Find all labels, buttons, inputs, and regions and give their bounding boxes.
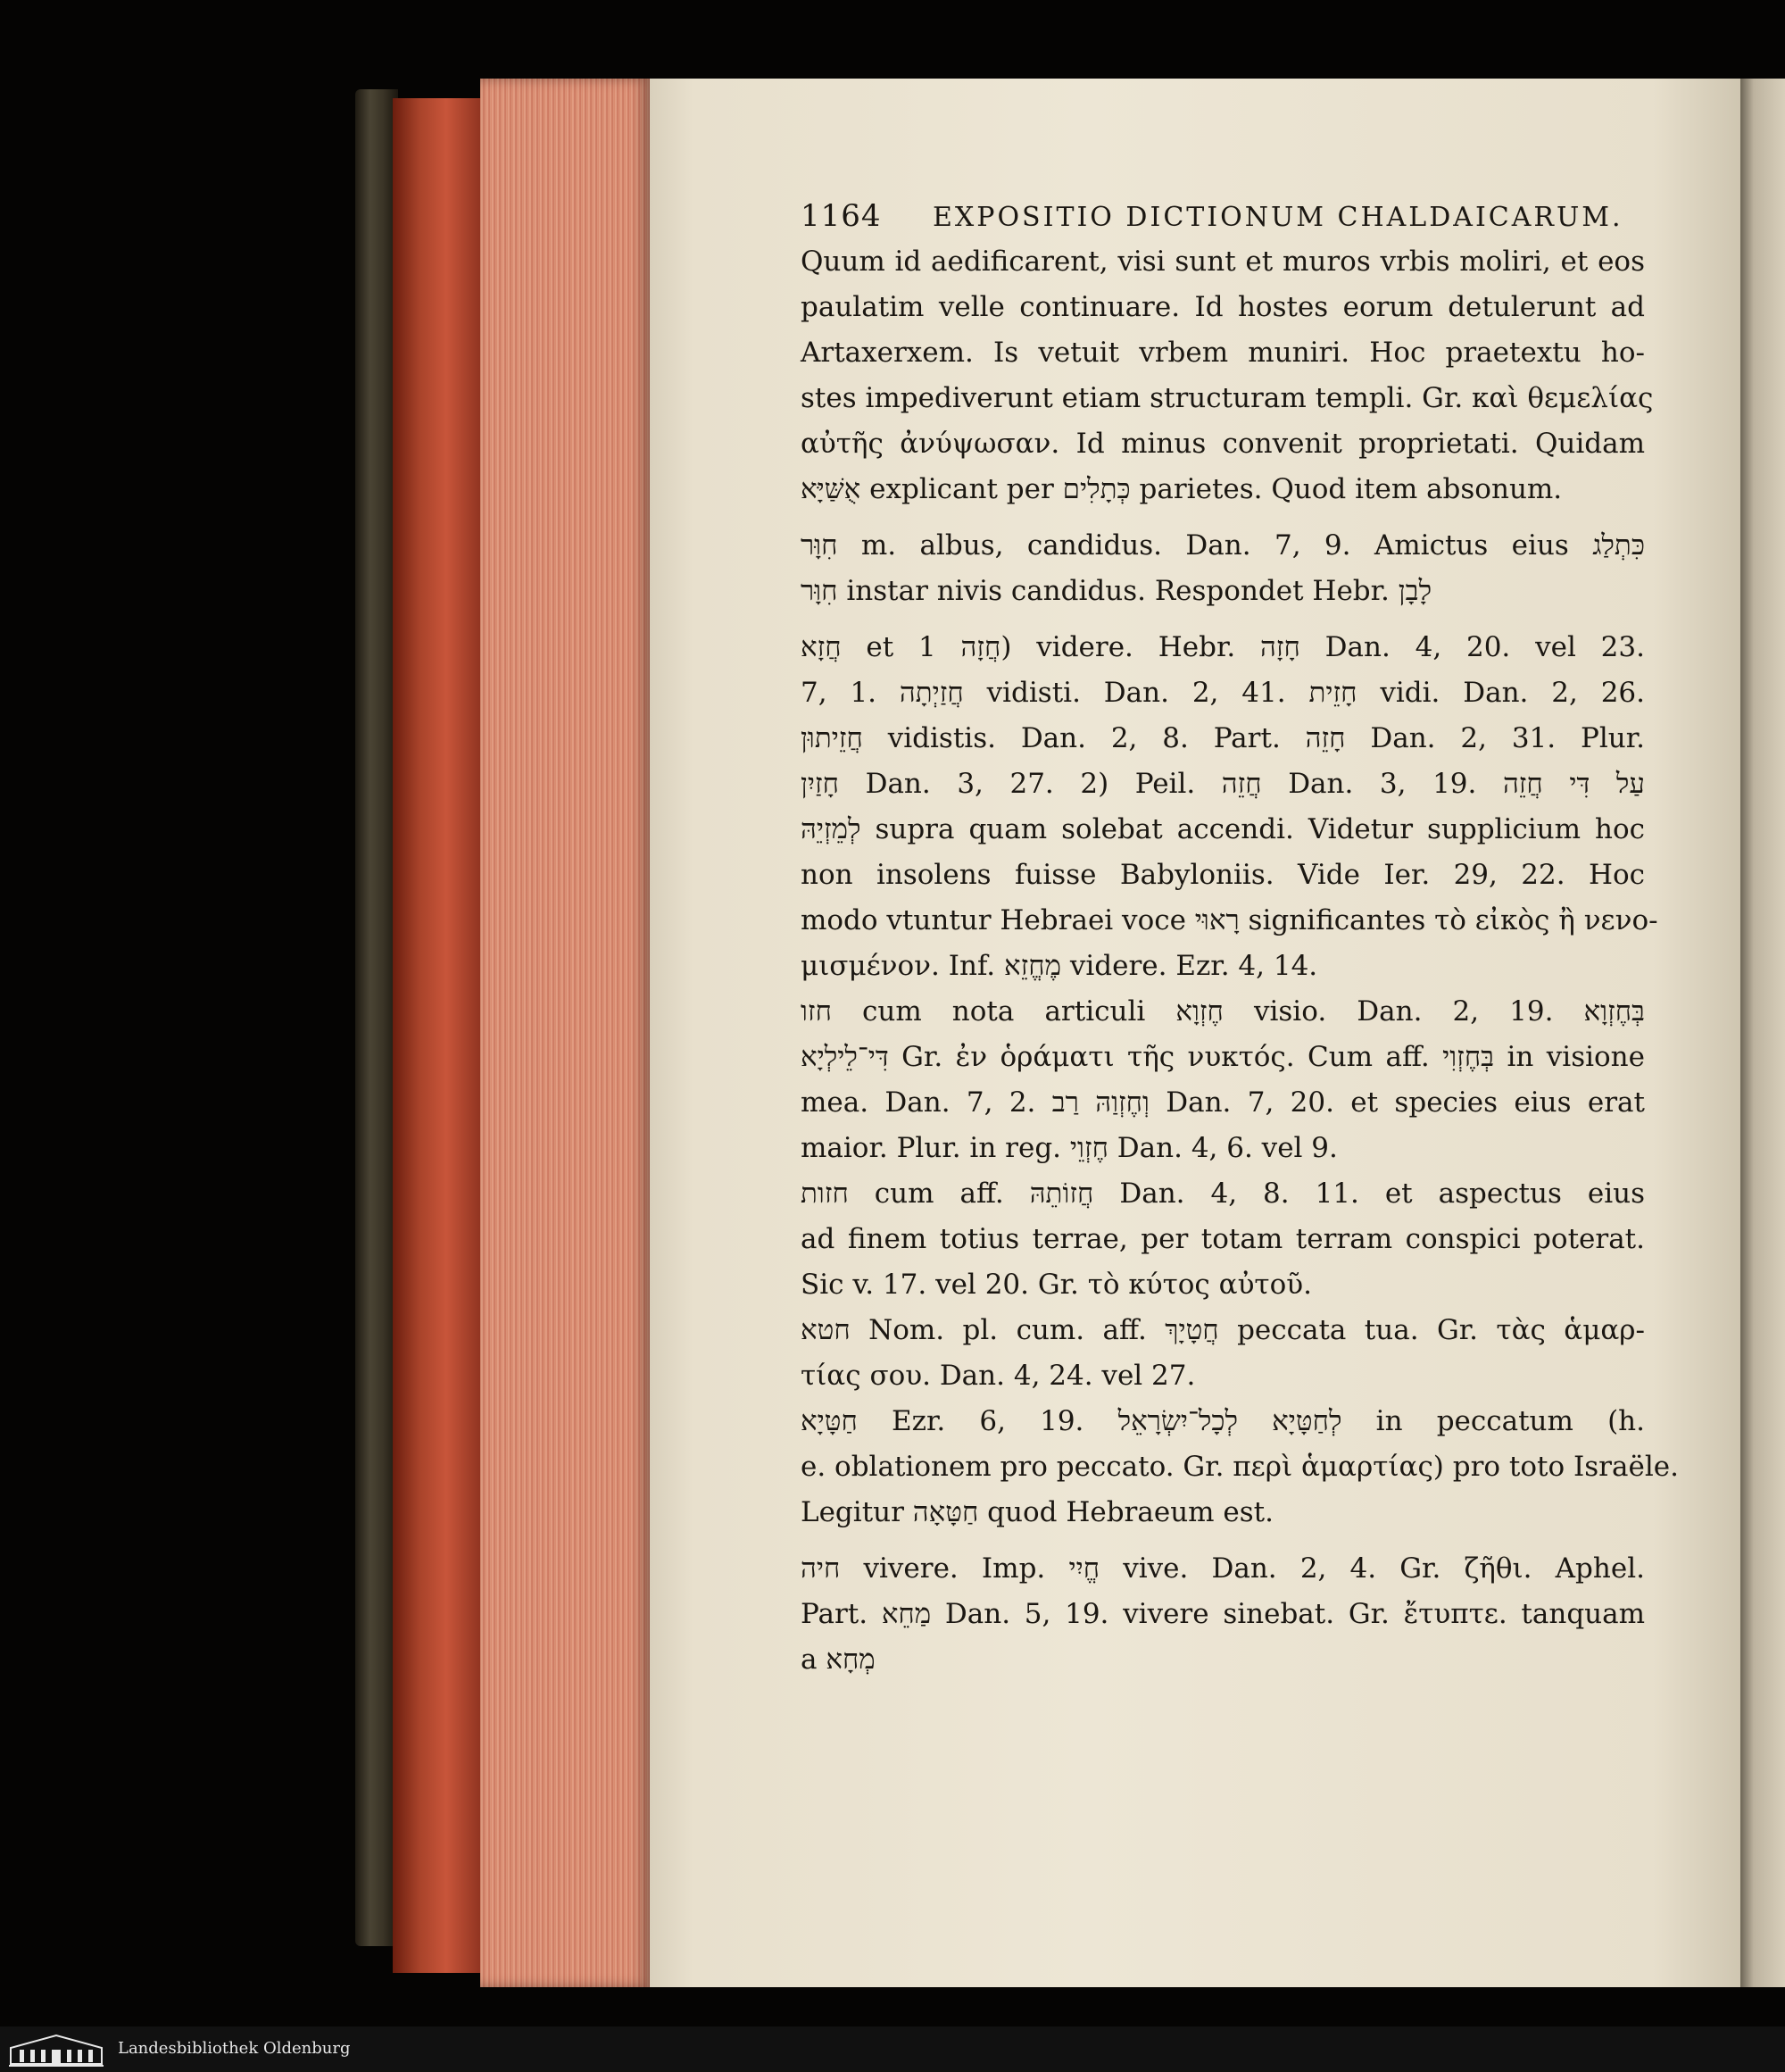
text-line: חֲזָא et חֲזָה 1) videre. Hebr. חָזָה Dan. 4, 20. vel 23. [801, 631, 1645, 663]
page-text [801, 198, 1679, 1683]
text-line: חֲזֵיתוּן vidistis. Dan. 2, 8. Part. חָזֵה Dan. 2, 31. Plur. [801, 722, 1645, 754]
text-line: חזו cum nota articuli חֶזְוָא visio. Dan. 2, 19. בְּחֶזְוָא [801, 995, 1645, 1028]
library-building-icon [7, 2030, 105, 2069]
text-line: Quum id aedificarent, visi sunt et muros vrbis moliri, et eos [801, 245, 1645, 278]
text-line: modo vtuntur Hebraei voce רָאוּי significantes τὸ εἰκὸς ἢ νενο- [801, 904, 1658, 936]
text-line: e. oblationem pro peccato. Gr. περὶ ἁμαρτίας) pro toto Israële. [801, 1451, 1679, 1483]
text-line: Artaxerxem. Is vetuit vrbem muniri. Hoc praetextu ho- [801, 337, 1645, 369]
footer-bar [0, 2026, 1785, 2072]
text-line: חִוָּר m. albus, candidus. Dan. 7, 9. Amictus eius כִּתְלַג [801, 529, 1645, 562]
text-line: stes impediverunt etiam structuram templi. Gr. καὶ θεμελίας [801, 382, 1654, 414]
text-line: Legitur חַטָּאָה quod Hebraeum est. [801, 1496, 1274, 1528]
text-line: maior. Plur. in reg. חֶזְוֵי Dan. 4, 6. vel 9. [801, 1132, 1338, 1164]
text-line: חִוָּר instar nivis candidus. Respondet Hebr. לָבָן [801, 575, 1432, 607]
text-line: mea. Dan. 7, 2. וְחֶזְוַהּ רַב Dan. 7, 20. et species eius erat [801, 1086, 1645, 1119]
paragraph-gap [801, 614, 1645, 625]
facing-page-edge [1740, 79, 1785, 1987]
cover-edge [393, 98, 482, 1973]
running-title: EXPOSITIO DICTIONUM CHALDAICARUM. [933, 202, 1623, 233]
text-line: אֻשַּׁיָּא explicant per כְּתָלִים parietes. Quod item absonum. [801, 473, 1563, 505]
text-line: חטא Nom. pl. cum. aff. חֲטָיָךְ peccata tua. Gr. τὰς ἁμαρ- [801, 1314, 1645, 1346]
text-line: μισμένον. Inf. מֶחֱזֵא videre. Ezr. 4, 14. [801, 950, 1318, 982]
text-line: לְמֵזְיֵהּ supra quam solebat accendi. Videtur supplicium hoc [801, 813, 1645, 845]
text-line: 7, 1. חֲזַיְתָה vidisti. Dan. 2, 41. חָזֵית vidi. Dan. 2, 26. [801, 677, 1645, 709]
text-line: τίας σου. Dan. 4, 24. vel 27. [801, 1360, 1196, 1392]
text-line: Sic v. 17. vel 20. Gr. τὸ κύτος αὐτοῦ. [801, 1269, 1312, 1301]
paragraph-gap [801, 512, 1645, 523]
text-line: non insolens fuisse Babyloniis. Vide Ier. 29, 22. Hoc [801, 859, 1645, 891]
text-line: חַטָּיָא Ezr. 6, 19. לְחַטָּיָא לְכָל־יִשְׂרָאֵל in peccatum (h. [801, 1405, 1645, 1437]
page-number: 1164 [801, 198, 882, 234]
text-lines [801, 239, 1679, 1683]
book-spine [355, 89, 398, 1946]
text-line: דִּי־לֵילְיָא Gr. ἐν ὁράματι τῆς νυκτός. Cum aff. בְּחֶזְוִי in visione [801, 1041, 1645, 1073]
text-line: Part. מַחֵא Dan. 5, 19. vivere sinebat. Gr. ἔτυπτε. tanquam [801, 1598, 1646, 1630]
text-line: ad finem totius terrae, per totam terram conspici poterat. [801, 1223, 1645, 1255]
text-line: חָזַיִן Dan. 3, 27. 2) Peil. חֲזֵה Dan. 3, 19. עַל דִּי חֲזֵה [801, 768, 1645, 800]
text-line: αὐτῆς ἀνύψωσαν. Id minus convenit proprietati. Quidam [801, 428, 1645, 460]
text-line: חיה vivere. Imp. חֱיִי vive. Dan. 2, 4. Gr. ζῆθι. Aphel. [801, 1552, 1645, 1585]
text-line: a מְחָא [801, 1643, 876, 1676]
text-line: paulatim velle continuare. Id hostes eorum detulerunt ad [801, 291, 1645, 323]
text-line: חזות cum aff. חֲזוֹתֵהּ Dan. 4, 8. 11. et aspectus eius [801, 1177, 1645, 1210]
paragraph-gap [801, 1535, 1645, 1546]
page-edges [480, 79, 650, 1987]
running-head [801, 198, 1645, 239]
library-name: Landesbibliothek Oldenburg [118, 2039, 351, 2058]
